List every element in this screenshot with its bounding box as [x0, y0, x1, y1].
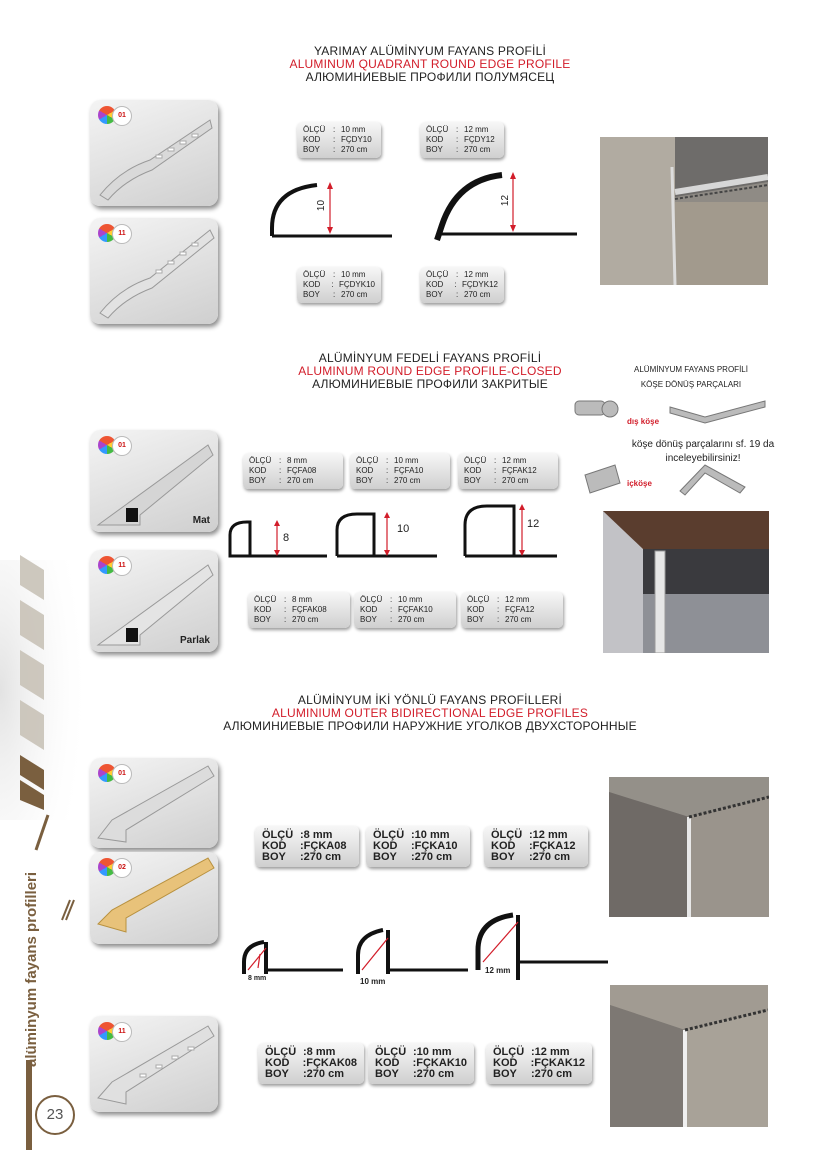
badge-number: 01: [112, 106, 132, 126]
section3-header: [200, 694, 660, 733]
ic-kose-label: içköşe: [627, 479, 652, 488]
color-badge: [98, 224, 130, 242]
section1-header: [200, 45, 660, 84]
spec-box-fcdyk10: ÖLÇÜ : 10 mm KOD : FÇDYK10 BOY : 270 cm: [297, 267, 381, 303]
product-card-bidirectional-02: [90, 852, 218, 944]
dim-label-8mm: 8 mm: [248, 975, 267, 982]
product-card-quadrant-01: [90, 100, 218, 206]
product-card-closed-mat: [90, 430, 218, 532]
finish-label-parlak: Parlak: [179, 635, 210, 646]
section2-title-en: ALUMINUM ROUND EDGE PROFILE-CLOSED: [298, 364, 562, 378]
corner-parts-note: köşe dönüş parçalarını sf. 19 da inceleyebilirsiniz!: [631, 439, 775, 464]
dis-kose-label: dış köşe: [627, 417, 660, 426]
spec-box-fckak10: ÖLÇÜ : 10 mm KOD : FÇKAK10 BOY : 270 cm: [368, 1043, 474, 1084]
spec-box-fcfa10: ÖLÇÜ : 10 mm KOD : FÇFA10 BOY : 270 cm: [350, 453, 450, 489]
installation-photo-2: [603, 511, 769, 653]
section1-title-en: ALUMINUM QUADRANT ROUND EDGE PROFILE: [289, 57, 571, 71]
spec-box-fcdy12: ÖLÇÜ : 12 mm KOD : FÇDY12 BOY : 270 cm: [420, 122, 504, 158]
spec-box-fcfak10: ÖLÇÜ : 10 mm KOD : FÇFAK10 BOY : 270 cm: [354, 592, 456, 628]
product-card-closed-parlak: [90, 550, 218, 652]
badge-number: 01: [112, 764, 132, 784]
spec-box-fckak12: ÖLÇÜ : 12 mm KOD : FÇKAK12 BOY : 270 cm: [486, 1043, 592, 1084]
dim-label-10: 10: [316, 199, 328, 212]
spec-box-fcka08: ÖLÇÜ : 8 mm KOD : FÇKA08 BOY : 270 cm: [255, 826, 359, 867]
corner-parts-title-2: KÖŞE DÖNÜŞ PARÇALARI: [640, 380, 742, 389]
section3-profile-diagrams: [238, 910, 613, 985]
section3-title-ru: АЛЮМИНИЕВЫЕ ПРОФИЛИ НАРУЖНИЕ УГОЛКОВ ДВУХСТОРОННЫЕ: [223, 719, 637, 733]
finish-label-mat: Mat: [192, 515, 210, 526]
spec-box-fcfak08: ÖLÇÜ : 8 mm KOD : FÇFAK08 BOY : 270 cm: [248, 592, 350, 628]
badge-number: 02: [112, 858, 132, 878]
dim-label-12: 12: [527, 518, 540, 530]
dim-label-8: 8: [283, 532, 290, 544]
color-badge: [98, 858, 130, 876]
section3-title-en: ALUMINIUM OUTER BIDIRECTIONAL EDGE PROFILES: [271, 706, 589, 720]
section3-title-tr: ALÜMİNYUM İKİ YÖNLÜ FAYANS PROFİLLERİ: [297, 693, 563, 707]
product-card-quadrant-11: [90, 218, 218, 324]
color-badge: [98, 556, 130, 574]
installation-photo-3: [609, 777, 769, 917]
spec-box-fcfa08: ÖLÇÜ : 8 mm KOD : FÇFA08 BOY : 270 cm: [243, 453, 343, 489]
spec-box-fcka10: ÖLÇÜ : 10 mm KOD : FÇKA10 BOY : 270 cm: [366, 826, 470, 867]
section2-title-ru: АЛЮМИНИЕВЫЕ ПРОФИЛИ ЗАКРИТЫЕ: [312, 377, 548, 391]
color-badge: [98, 436, 130, 454]
dim-label-10mm: 10 mm: [360, 977, 386, 986]
color-badge: [98, 764, 130, 782]
color-badge: [98, 1022, 130, 1040]
dim-label-10: 10: [397, 523, 410, 535]
product-card-bidirectional-01: [90, 758, 218, 848]
installation-photo-1: [600, 137, 768, 285]
page-number: 23: [35, 1095, 75, 1135]
spec-box-fcdy10: ÖLÇÜ : 10 mm KOD : FÇDY10 BOY : 270 cm: [297, 122, 381, 158]
spec-box-fcka12: ÖLÇÜ : 12 mm KOD : FÇKA12 BOY : 270 cm: [484, 826, 588, 867]
product-card-bidirectional-11: [90, 1016, 218, 1112]
section2-profile-diagrams: [222, 500, 562, 564]
spec-box-fcfa12: ÖLÇÜ : 12 mm KOD : FÇFA12 BOY : 270 cm: [461, 592, 563, 628]
section2-header: [200, 352, 660, 391]
section1-title-tr: YARIMAY ALÜMİNYUM FAYANS PROFİLİ: [313, 44, 546, 58]
badge-number: 11: [112, 1022, 132, 1042]
section1-profile-diagrams: [262, 170, 582, 250]
badge-number: 11: [112, 224, 132, 244]
badge-number: 11: [112, 556, 132, 576]
dim-label-12mm: 12 mm: [485, 966, 511, 975]
sidebar-vertical-text: alüminyum fayans profilleri: [23, 871, 40, 1067]
section2-title-tr: ALÜMİNYUM FEDELİ FAYANS PROFİLİ: [318, 351, 542, 365]
corner-parts-title: [596, 362, 786, 392]
badge-number: 01: [112, 436, 132, 456]
spec-box-fckak08: ÖLÇÜ : 8 mm KOD : FÇKAK08 BOY : 270 cm: [258, 1043, 364, 1084]
dim-label-12: 12: [500, 194, 512, 207]
corner-parts-title-1: ALÜMİNYUM FAYANS PROFİLİ: [634, 365, 748, 374]
spec-box-fcfak12: ÖLÇÜ : 12 mm KOD : FÇFAK12 BOY : 270 cm: [458, 453, 558, 489]
section1-title-ru: АЛЮМИНИЕВЫЕ ПРОФИЛИ ПОЛУМЯСЕЦ: [305, 70, 555, 84]
color-badge: [98, 106, 130, 124]
spec-box-fcdyk12: ÖLÇÜ : 12 mm KOD : FÇDYK12 BOY : 270 cm: [420, 267, 504, 303]
installation-photo-4: [610, 985, 768, 1127]
